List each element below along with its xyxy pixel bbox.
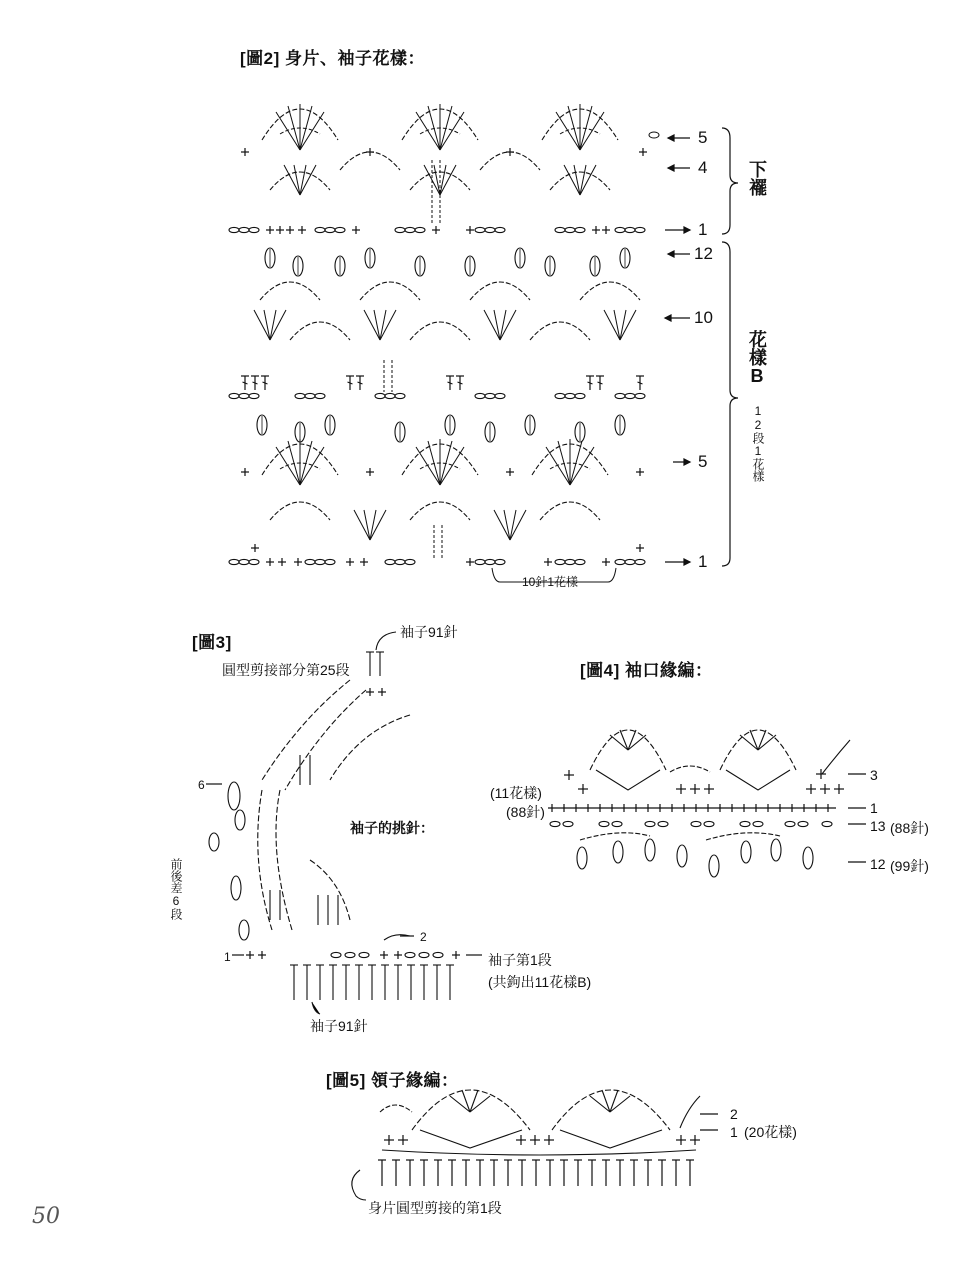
fig2-pattern-label: 花樣B [747, 330, 767, 386]
fig3-row1-label: 袖子第1段 [488, 952, 552, 968]
fig4-row-1: 1 [870, 800, 878, 816]
fig4-row-3: 3 [870, 767, 878, 783]
fig2-row-hem-1: 1 [698, 220, 708, 239]
fig3-center-label: 袖子的挑針： [350, 820, 434, 836]
fig2-row-pattern-1: 1 [698, 552, 708, 571]
fig3-row-6: 6 [198, 778, 205, 792]
fig5-bottom-label: 身片圓型剪接的第1段 [368, 1200, 502, 1216]
fig3-row1-note: (共鉤出11花樣B) [488, 974, 592, 990]
fig3-bottom-stitch: 袖子91針 [310, 1018, 368, 1034]
fig2-pattern-note: 12段1花樣 [751, 404, 765, 482]
fig4-left-repeat: (11花樣) [490, 785, 542, 801]
fig4-row-13: 13 [870, 818, 886, 834]
fig2-row-hem-5: 5 [698, 128, 708, 147]
fig3-title: [圖3] [192, 633, 232, 652]
fig3-side-note: 前後差6段 [169, 858, 183, 920]
fig2-row-pattern-5: 5 [698, 452, 708, 471]
fig3-row-2: 2 [420, 930, 427, 944]
fig4-row-12-note: (99針) [890, 858, 929, 874]
page-number: 50 [32, 1204, 60, 1229]
fig5-row-2: 2 [730, 1106, 738, 1122]
fig5-row-1-note: (20花樣) [744, 1124, 797, 1140]
fig2-repeat-note: 10針1花樣 [522, 575, 579, 589]
fig3-row-1: 1 [224, 950, 231, 964]
fig2-hem-label: 下襬 [747, 160, 767, 196]
fig2-row-pattern-12: 12 [694, 244, 713, 263]
fig2-title: [圖2] 身片、袖子花樣： [240, 49, 425, 68]
fig2-row-hem-4: 4 [698, 158, 708, 177]
fig4-row-12: 12 [870, 856, 886, 872]
fig3-seam-row: 圓型剪接部分第25段 [222, 662, 350, 678]
fig3-top-stitch: 袖子91針 [400, 624, 458, 640]
fig4-row-13-note: (88針) [890, 820, 929, 836]
fig4-title: [圖4] 袖口緣編： [580, 661, 713, 680]
fig2-row-pattern-10: 10 [694, 308, 713, 327]
fig4-left-stitch: (88針) [506, 804, 545, 820]
fig5-row-1: 1 [730, 1124, 738, 1140]
fig5-title: [圖5] 領子緣編： [326, 1071, 459, 1090]
